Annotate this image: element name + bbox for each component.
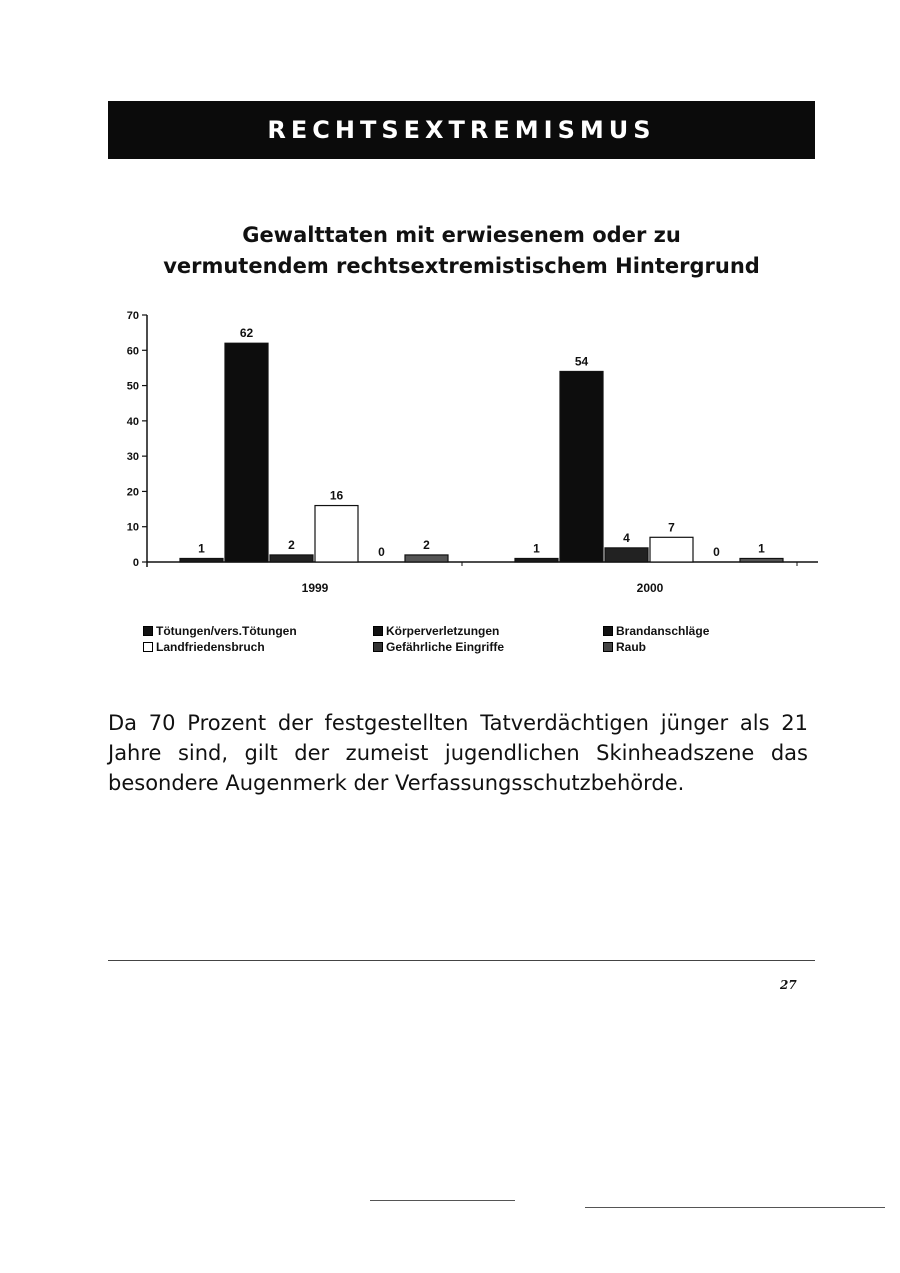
legend-item [373,624,603,638]
legend-swatch [143,642,153,652]
legend-swatch [603,642,613,652]
data-label: 7 [668,520,675,535]
y-tick-label: 10 [126,521,139,534]
y-tick-label: 20 [126,486,139,499]
data-label: 54 [574,354,589,369]
legend-item [603,624,803,638]
y-tick-label: 30 [126,451,139,464]
data-label: 0 [713,545,720,559]
legend-label: Landfriedensbruch [156,640,265,654]
legend-label: Körperverletzungen [386,624,500,638]
bar [515,558,558,562]
legend-item [603,640,803,654]
y-tick-label: 60 [126,345,139,358]
data-label: 0 [378,545,385,559]
bar [560,371,603,562]
legend-label: Tötungen/vers.Tötungen [156,624,297,638]
y-tick-label: 70 [126,310,139,322]
data-label: 2 [288,537,295,552]
category-label: 1999 [301,581,329,595]
bar [225,343,268,562]
scan-artifact-line [585,1207,885,1208]
legend-item [143,624,373,638]
page-number: 27 [780,978,797,992]
legend-swatch [373,626,383,636]
scan-artifact-line [370,1200,515,1201]
bar [650,537,693,562]
legend-item [373,640,603,654]
bar [405,555,448,562]
bar [180,558,223,562]
legend-swatch [143,626,153,636]
chart-title-line-1: Gewalttaten mit erwiesenem oder zu [242,223,681,247]
footer-divider [108,960,815,961]
category-label: 2000 [636,581,664,595]
data-label: 1 [533,541,540,556]
body-paragraph: Da 70 Prozent der festgestellten Tatverdächtigen jünger als 21 Jahre sind, gilt der zumeist jugendlichen Skinheadszene das besondere Augenmerk der Verfassungsschutzbehörde. [108,711,808,795]
data-label: 62 [239,326,254,341]
y-tick-label: 0 [132,557,139,569]
y-tick-label: 40 [126,415,139,428]
legend-swatch [603,626,613,636]
bar-chart [0,0,900,620]
legend-swatch [373,642,383,652]
legend-label: Raub [616,640,646,654]
legend-item [143,640,373,654]
legend-label: Gefährliche Eingriffe [386,640,505,654]
y-tick-label: 50 [126,380,139,393]
chart-title-line-2: vermutendem rechtsextremistischem Hintergrund [163,254,760,278]
data-label: 2 [423,537,430,552]
data-label: 1 [758,541,765,556]
bar [270,555,313,562]
data-label: 16 [329,488,344,503]
bar [740,558,783,562]
section-title: RECHTSEXTREMISMUS [267,116,656,144]
chart-legend [143,624,803,654]
data-label: 4 [623,530,630,545]
legend-label: Brandanschläge [616,624,710,638]
data-label: 1 [198,541,205,556]
bar [605,548,648,562]
bar [315,506,358,562]
